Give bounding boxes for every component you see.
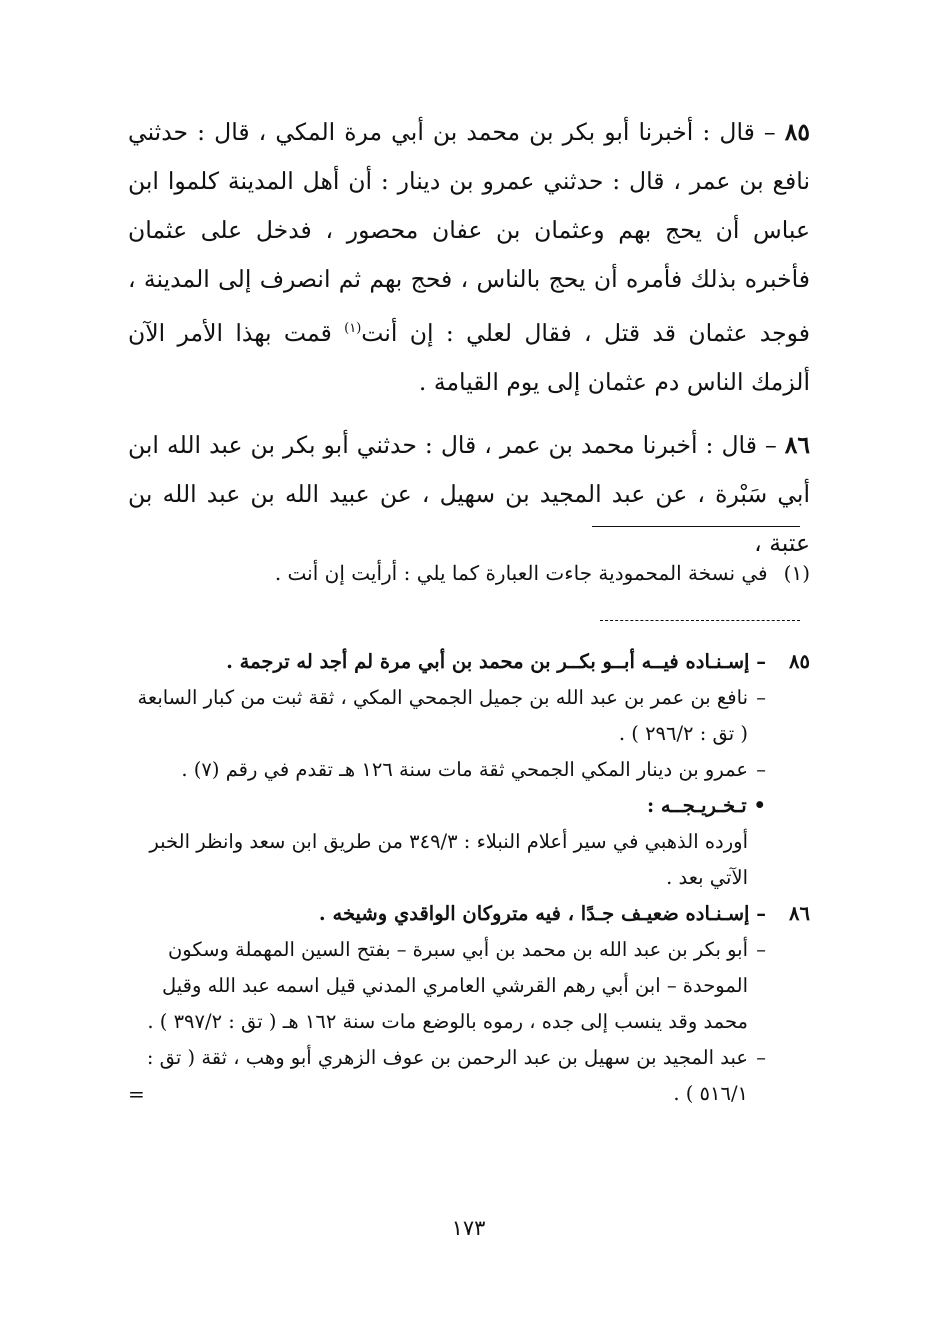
paragraph-85 <box>128 108 810 407</box>
takhrij-label: • تـخـريـجــه : <box>646 794 766 817</box>
footnote-reference: (١) <box>344 321 362 336</box>
note-heading-text: – إسـنـاده ضعيـف جـدًا ، فيه متروكان الواقدي وشيخه . <box>318 902 766 925</box>
note-heading-text: – إسـنـاده فيــه أبــو بكــر بن محمد بن أبي مرة لم أجد له ترجمة . <box>226 650 766 673</box>
note-number: ٨٥ <box>789 650 810 673</box>
note-86-item: – أبو بكر بن عبد الله بن محمد بن أبي سبرة – بفتح السين المهملة وسكون الموحدة – ابن أبي رهم القرشي العامري المدني قيل اسمه عبد الله وقيل محمد وقد ينسب إلى جده ، رموه بالوضع مات سنة ١٦٢ هـ ( تق : ٣٩٧/٢ ) . <box>147 938 766 1033</box>
footnote-mark: (١) <box>783 561 810 585</box>
paragraph-number: ٨٥ <box>784 118 810 146</box>
note-86-item: – عبد المجيد بن سهيل بن عبد الرحمن بن عوف الزهري أبو وهب ، ثقة ( تق : ٥١٦/١ ) . = <box>128 1040 810 1112</box>
note-85-heading <box>128 644 810 680</box>
paragraph-86 <box>128 421 810 568</box>
note-85-item: – عمرو بن دينار المكي الجمحي ثقة مات سنة ١٢٦ هـ تقدم في رقم (٧) . <box>181 758 766 781</box>
note-item-text: نافع بن عمر بن عبد الله بن جميل الجمحي المكي ، ثقة ثبت من كبار السابعة ( تق : ٢٩٦/٢ ) . <box>137 686 748 745</box>
paragraph-text-end: قمت بهذا الأمر الآن ألزمك الناس دم عثمان إلى يوم القيامة . <box>128 318 810 396</box>
footnote-text: في نسخة المحمودية جاءت العبارة كما يلي : أرأيت إن أنت . <box>274 561 768 585</box>
main-text <box>128 108 810 568</box>
note-item-text: أبو بكر بن عبد الله بن محمد بن أبي سبرة – بفتح السين المهملة وسكون الموحدة – ابن أبي رهم القرشي العامري المدني قيل اسمه عبد الله وقيل محمد وقد ينسب إلى جده ، رموه بالوضع مات سنة ١٦٢ هـ ( تق : ٣٩٧/٢ ) . <box>147 938 748 1033</box>
paragraph-text: – قال : أخبرنا محمد بن عمر ، قال : حدثني أبو بكر بن عبد الله ابن أبي سَبْرة ، عن عبد المجيد بن سهيل ، عن عبيد الله بن عبد الله بن عتبة ، <box>128 430 810 557</box>
notes-divider <box>600 620 800 621</box>
footnote <box>128 556 810 590</box>
note-85-item: – نافع بن عمر بن عبد الله بن جميل الجمحي المكي ، ثقة ثبت من كبار السابعة ( تق : ٢٩٦/٢ ) . <box>137 686 766 745</box>
paragraph-number: ٨٦ <box>784 430 810 459</box>
commentary <box>128 644 810 1112</box>
takhrij-text: أورده الذهبي في سير أعلام النبلاء : ٣٤٩/٣ من طريق ابن سعد وانظر الخبر الآتي بعد . <box>149 830 748 889</box>
note-number: ٨٦ <box>789 902 810 925</box>
note-86-heading <box>128 896 810 932</box>
note-item-text: عمرو بن دينار المكي الجمحي ثقة مات سنة ١٢٦ هـ تقدم في رقم (٧) . <box>181 758 748 781</box>
page-number: ١٧٣ <box>451 1216 486 1240</box>
note-item-text: عبد المجيد بن سهيل بن عبد الرحمن بن عوف الزهري أبو وهب ، ثقة ( تق : ٥١٦/١ ) . <box>146 1046 748 1105</box>
footnote-divider <box>592 526 800 527</box>
continuation-mark: = <box>128 1082 145 1106</box>
paragraph-text: – قال : أخبرنا أبو بكر بن محمد بن أبي مرة المكي ، قال : حدثني نافع بن عمر ، قال : حدثني عمرو بن دينار : أن أهل المدينة كلموا ابن عباس أن يحج بهم وعثمان بن عفان محصور ، فدخل على عثمان فأخبره بذلك فأمره أن يحج بالناس ، فحج بهم ثم انصرف إلى المدينة ، فوجد عثمان قد قتل ، فقال لعلي : إن أنت <box>128 118 811 347</box>
